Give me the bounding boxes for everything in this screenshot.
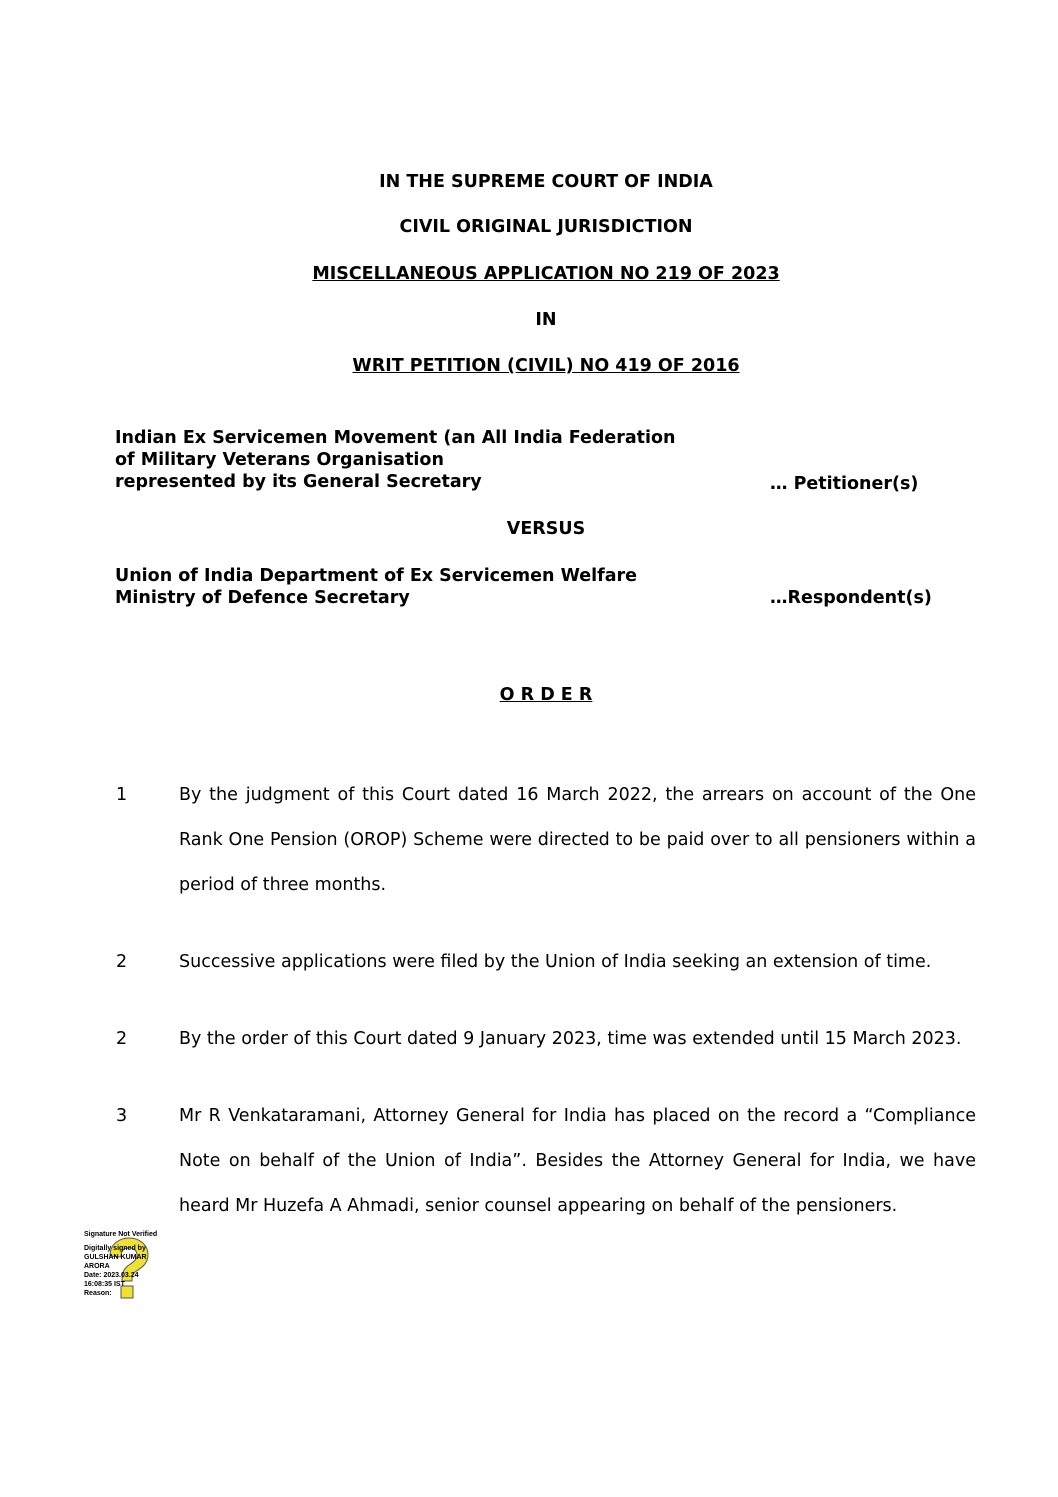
petitioner-line: of Military Veterans Organisation [115, 450, 444, 470]
paragraph-number: 2 [116, 952, 128, 972]
respondent-line: Ministry of Defence Secretary [115, 588, 410, 608]
paragraph: Successive applications were filed by the Union of India seeking an extension of time. [179, 952, 932, 972]
paragraph-item [116, 940, 976, 985]
order-title: O R D E R [499, 685, 593, 705]
paragraph-number: 3 [116, 1106, 128, 1126]
petitioner-line: represented by its General Secretary [115, 472, 482, 492]
in-label: IN [535, 310, 557, 330]
signature-line: GULSHAN KUMAR [84, 1254, 147, 1261]
versus-label: VERSUS [506, 519, 586, 539]
petitioner-name [115, 427, 676, 493]
order-body [116, 773, 976, 1261]
respondent-line: Union of India Department of Ex Servicemen Welfare [115, 566, 638, 586]
signature-line: Digitally signed by [84, 1245, 146, 1252]
paragraph: By the order of this Court dated 9 January 2023, time was extended until 15 March 2023. [179, 1029, 962, 1049]
respondent-name [115, 565, 637, 609]
paragraph: By the judgment of this Court dated 16 March 2022, the arrears on account of the One Rank One Pension (OROP) Scheme were directed to be paid over to all pensioners within a period of three months. [179, 785, 976, 895]
signature-line: ARORA [84, 1263, 110, 1270]
respondent-role: …Respondent(s) [770, 588, 932, 608]
petition-number: WRIT PETITION (CIVIL) NO 419 OF 2016 [352, 356, 740, 376]
paragraph-item [116, 773, 976, 908]
application-number: MISCELLANEOUS APPLICATION NO 219 OF 2023 [312, 264, 780, 284]
petitioner-line: Indian Ex Servicemen Movement (an All India Federation [115, 428, 676, 448]
signature-line: 16:08:35 IST [84, 1281, 125, 1288]
digital-signature-stamp [84, 1230, 174, 1306]
paragraph-item [116, 1094, 976, 1229]
jurisdiction: CIVIL ORIGINAL JURISDICTION [399, 217, 693, 237]
paragraph-item [116, 1017, 976, 1062]
court-name: IN THE SUPREME COURT OF INDIA [379, 172, 713, 192]
petitioner-role: … Petitioner(s) [770, 474, 919, 494]
paragraph: Mr R Venkataramani, Attorney General for India has placed on the record a “Compliance Note on behalf of the Union of India”. Besides the Attorney General for India, we have heard Mr Huzefa A Ahmadi, senior counsel appearing on behalf of the pensioners. [179, 1106, 976, 1216]
paragraph-number: 2 [116, 1029, 128, 1049]
signature-line: Date: 2023.03.24 [84, 1272, 139, 1279]
paragraph-number: 1 [116, 785, 128, 805]
signature-status: Signature Not Verified [84, 1231, 158, 1238]
signature-line: Reason: [84, 1290, 112, 1297]
